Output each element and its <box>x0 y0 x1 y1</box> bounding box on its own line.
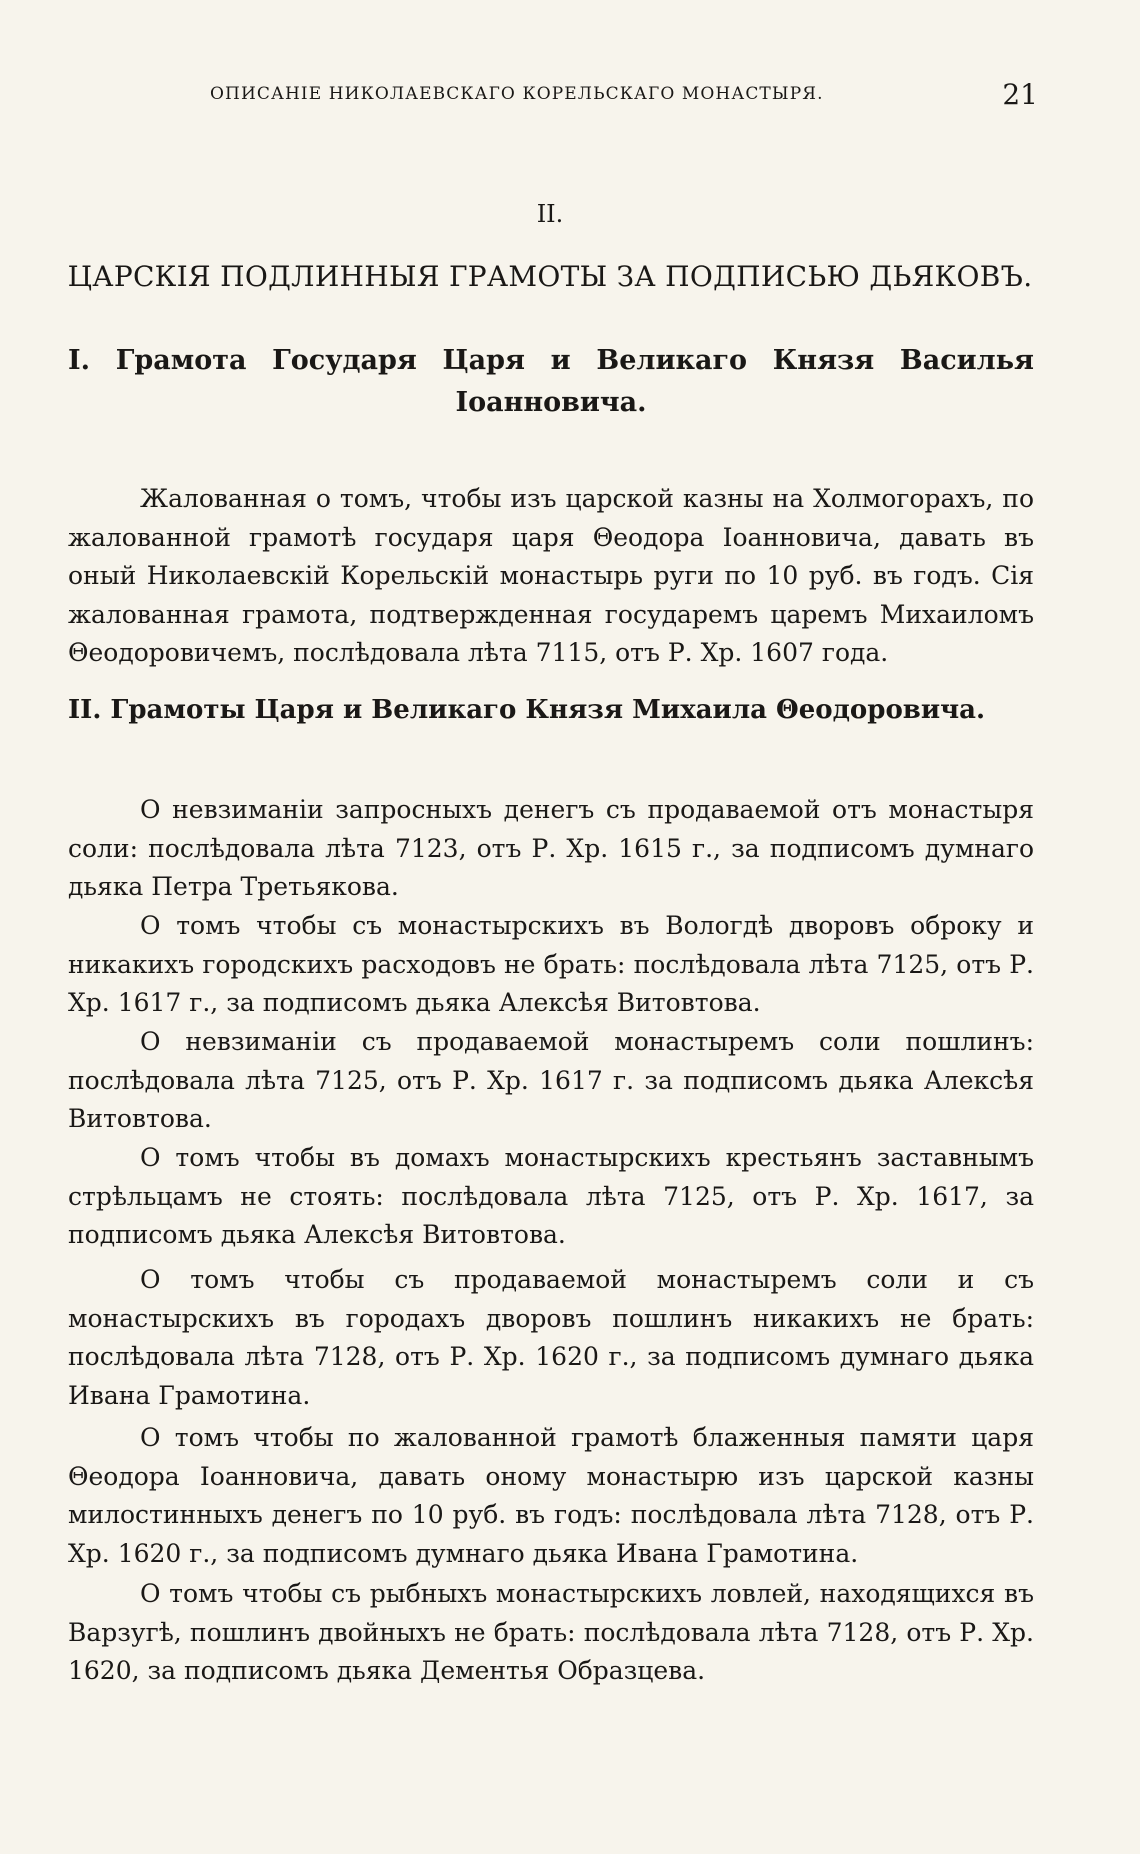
section-number: II. <box>536 200 564 228</box>
paragraph: О томъ чтобы съ продаваемой монастыремъ соли и съ монастырскихъ въ городахъ дворовъ пошлинъ никакихъ не брать: послѣдовала лѣта 7128, отъ Р. Хр. 1620 г., за подписомъ думнаго дьяка Ивана Грамотина. <box>68 1265 1034 1410</box>
subsection-heading-2: II. Грамоты Царя и Великаго Князя Михаила Θеодоровича. <box>68 695 986 725</box>
paragraph: О томъ чтобы въ домахъ монастырскихъ крестьянъ заставнымъ стрѣльцамъ не стоять: послѣдовала лѣта 7125, отъ Р. Хр. 1617, за подписомъ дьяка Алексѣя Витовтова. <box>68 1143 1034 1249</box>
paragraph: Жалованная о томъ, чтобы изъ царской казны на Холмогорахъ, по жалованной грамотѣ государя царя Θеодора Іоанновича, давать въ оный Николаевскій Корельскій монастырь руги по 10 руб. въ годъ. Сія жалованная грамота, подтвержденная государемъ царемъ Михаиломъ Θеодоровичемъ, послѣдовала лѣта 7115, отъ Р. Хр. 1607 года. <box>68 484 1034 667</box>
paragraph: О томъ чтобы по жалованной грамотѣ блаженныя памяти царя Θеодора Іоанновича, давать оному монастырю изъ царской казны милостинныхъ денегъ по 10 руб. въ годъ: послѣдовала лѣта 7128, отъ Р. Хр. 1620 г., за подписомъ думнаго дьяка Ивана Грамотина. <box>68 1423 1034 1568</box>
paragraph: О невзиманіи запросныхъ денегъ съ продаваемой отъ монастыря соли: послѣдовала лѣта 7123, отъ Р. Хр. 1615 г., за подписомъ думнаго дьяка Петра Третьякова. <box>68 795 1034 901</box>
paragraph: О томъ чтобы съ монастырскихъ въ Вологдѣ дворовъ оброку и никакихъ городскихъ расходовъ не брать: послѣдовала лѣта 7125, отъ Р. Хр. 1617 г., за подписомъ дьяка Алексѣя Витовтова. <box>68 911 1034 1017</box>
running-header <box>62 78 1038 116</box>
paragraph: О невзиманіи съ продаваемой монастыремъ соли пошлинъ: послѣдовала лѣта 7125, отъ Р. Хр. 1617 г. за подписомъ дьяка Алексѣя Витовтова. <box>68 1027 1034 1133</box>
subsection-heading-1: I. Грамота Государя Царя и Великаго Князя Василья Іоанновича. <box>68 345 1034 418</box>
running-title: ОПИСАНІЕ НИКОЛАЕВСКАГО КОРЕЛЬСКАГО МОНАСТЫРЯ. <box>210 84 824 104</box>
section-title: ЦАРСКІЯ ПОДЛИННЫЯ ГРАМОТЫ ЗА ПОДПИСЬЮ ДЬЯКОВЪ. <box>67 260 1033 293</box>
page-number: 21 <box>1002 78 1038 111</box>
paragraph: О томъ чтобы съ рыбныхъ монастырскихъ ловлей, находящихся въ Варзугѣ, пошлинъ двойныхъ не брать: послѣдовала лѣта 7128, отъ Р. Хр. 1620, за подписомъ дьяка Дементья Образцева. <box>68 1579 1034 1685</box>
